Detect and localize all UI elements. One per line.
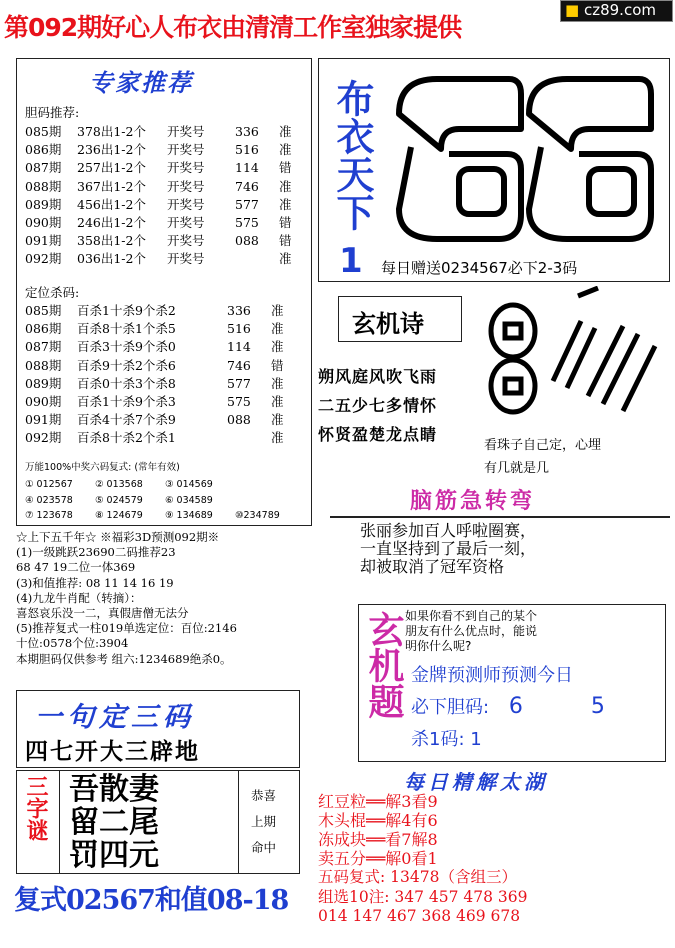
kill-row xyxy=(25,411,284,429)
taihu-fx: 五码复式: 13478（含组三） xyxy=(318,868,517,886)
dan-kaijiang: 开奖号 xyxy=(167,214,205,230)
dan-pick: 036出1-2个 xyxy=(77,251,146,267)
kill-period: 087期 xyxy=(25,339,62,355)
kill-table xyxy=(25,302,284,448)
kill-number: 114 xyxy=(227,339,251,355)
kill-row xyxy=(25,375,284,393)
sanzi-line: 留二尾 xyxy=(69,805,159,840)
taihu-panel xyxy=(318,764,670,944)
kill-period: 085期 xyxy=(25,303,62,318)
expert-banner: 专家推荐 xyxy=(89,69,193,97)
dan-kaijiang: 开奖号 xyxy=(167,142,205,158)
xuanti-dan1: 6 xyxy=(508,694,523,719)
xuanti-question-line: 如果你看不到自己的某个 xyxy=(405,609,538,623)
sanzi-lines xyxy=(69,773,159,872)
xuanti-label: 玄机题 xyxy=(363,611,404,719)
kill-result: 准 xyxy=(271,412,284,428)
dan-table xyxy=(25,123,292,269)
six-cell: ⑩234789 xyxy=(235,510,280,521)
sixty-six-figure xyxy=(389,69,659,249)
taihu-zx2: 014 147 467 368 469 678 xyxy=(318,907,521,925)
sanzi-label: 三字谜 xyxy=(23,775,48,841)
dan-row xyxy=(25,159,292,177)
taihu-banner: 每日精解太湖 xyxy=(404,770,548,794)
dan-result: 准 xyxy=(279,142,292,158)
kill-period: 092期 xyxy=(25,430,62,446)
page-title: 第092期好心人布衣由清清工作室独家提供 xyxy=(4,13,462,42)
xuanji-label: 玄机诗 xyxy=(352,309,424,338)
sanzi-side xyxy=(251,783,276,861)
xuanti-dan-label: 必下胆码: xyxy=(411,697,490,718)
six-row xyxy=(25,493,280,509)
kill-row xyxy=(25,393,284,411)
kill-row xyxy=(25,357,284,375)
kill-pick: 百杀9十杀2个杀6 xyxy=(77,357,176,373)
dan-row xyxy=(25,196,292,214)
six-row xyxy=(25,477,280,493)
dan-number: 746 xyxy=(235,178,259,194)
notes-line: 68 47 19二位一体369 xyxy=(16,560,136,575)
dan-label: 胆码推荐: xyxy=(25,105,80,120)
kill-pick: 百杀8十杀2个杀1 xyxy=(77,430,176,446)
dan-period: 090期 xyxy=(25,214,62,230)
dan-number: 575 xyxy=(235,214,259,230)
xuanti-dan xyxy=(411,693,605,719)
kill-result: 准 xyxy=(271,375,284,391)
dan-period: 089期 xyxy=(25,196,62,212)
notes-line: (3)和值推荐: 08 11 14 16 19 xyxy=(16,575,174,590)
expert-panel xyxy=(16,58,312,526)
kill-pick: 百杀4十杀7个杀9 xyxy=(77,412,176,428)
naojin-line: 却被取消了冠军资格 xyxy=(360,557,505,576)
dan-pick: 246出1-2个 xyxy=(77,214,146,230)
dan-number: 088 xyxy=(235,233,259,249)
taihu-zx1: 组选10注: 347 457 478 369 xyxy=(318,888,528,906)
kill-row xyxy=(25,320,284,338)
six-cell: ① 012567 xyxy=(25,479,73,490)
dan-row xyxy=(25,214,292,232)
dan-kaijiang: 开奖号 xyxy=(167,251,205,267)
notes-line: 十位:0578个位:3904 xyxy=(16,636,129,651)
sanzi-side-line: 恭喜 xyxy=(251,788,277,803)
dan-pick: 236出1-2个 xyxy=(77,142,146,158)
dan-number: 516 xyxy=(235,142,259,158)
xuanji-line: 怀贤盈楚龙点睛 xyxy=(318,425,438,444)
dan-period: 087期 xyxy=(25,160,62,176)
xuanti-question xyxy=(405,609,537,654)
buyi-num: 1 xyxy=(339,241,363,281)
dan-row xyxy=(25,250,292,268)
xuanji-poem xyxy=(318,362,437,449)
xuanji-note-line: 有几就是几 xyxy=(484,461,550,476)
notes-line: (5)推荐复式一柱019单选定位：百位:2146 xyxy=(16,621,237,636)
notes-line: 本期胆码仅供参考 组六:1234689绝杀0。 xyxy=(16,651,232,666)
dan-period: 086期 xyxy=(25,142,62,158)
kill-result: 准 xyxy=(271,430,284,446)
six-table xyxy=(25,477,280,524)
yiju-banner: 一句定三码 xyxy=(35,702,195,733)
dan-number xyxy=(235,250,279,268)
kill-number: 577 xyxy=(227,375,251,391)
naojin-panel xyxy=(330,480,670,590)
sanzi-side-line: 上期 xyxy=(251,814,277,829)
xuanti-dan2: 5 xyxy=(590,694,605,719)
xuanti-master: 金牌预测师预测今日 xyxy=(411,665,573,686)
dan-row xyxy=(25,123,292,141)
notes-block xyxy=(16,530,316,667)
naojin-line: 一直坚持到了最后一刻， xyxy=(360,539,537,558)
sanzi-panel xyxy=(16,770,300,874)
taihu-line: 卖五分══解0看1 xyxy=(318,849,438,868)
six-title: 万能100%中奖六码复式: (常年有效) xyxy=(25,462,180,473)
kill-result: 准 xyxy=(271,303,284,318)
fushi-text: 复式02567和值08-18 xyxy=(14,885,289,916)
buyi-label: 布衣天下 xyxy=(330,79,374,231)
dan-pick: 367出1-2个 xyxy=(77,178,146,194)
xuanji-note xyxy=(484,434,601,480)
dan-period: 088期 xyxy=(25,178,62,194)
xuanji-line: 朔风庭风吹飞雨 xyxy=(318,367,438,386)
kill-row xyxy=(25,429,284,447)
kill-result: 错 xyxy=(271,357,284,373)
kill-pick: 百杀8十杀1个杀5 xyxy=(77,321,176,337)
xuanti-panel xyxy=(358,604,666,762)
dan-number: 114 xyxy=(235,160,259,176)
dan-period: 091期 xyxy=(25,233,62,249)
xuanti-kill: 杀1码: 1 xyxy=(411,729,482,750)
six-cell: ⑥ 034589 xyxy=(165,494,213,506)
kill-period: 089期 xyxy=(25,375,62,391)
notes-line: 喜怒哀乐没一二，真假唐僧无法分 xyxy=(16,606,189,621)
xuanti-question-line: 朋友有什么优点时，能说 xyxy=(405,624,538,638)
kill-number: 575 xyxy=(227,393,251,409)
dan-kaijiang: 开奖号 xyxy=(167,233,205,249)
taihu-line: 冻成块══看7解8 xyxy=(318,830,438,849)
dan-number: 336 xyxy=(235,124,259,139)
dan-pick: 358出1-2个 xyxy=(77,233,146,249)
kill-result: 准 xyxy=(271,339,284,355)
kill-pick: 百杀3十杀9个杀0 xyxy=(77,339,176,355)
dan-result: 错 xyxy=(279,233,292,249)
six-cell: ⑧ 124679 xyxy=(95,510,143,521)
dan-result: 错 xyxy=(279,160,292,176)
six-cell: ⑦ 123678 xyxy=(25,510,73,521)
sanzi-line: 罚四元 xyxy=(69,838,159,873)
kill-period: 090期 xyxy=(25,393,62,409)
yiju-phrase: 四七开大三辟地 xyxy=(25,738,200,765)
dan-result: 准 xyxy=(279,251,292,267)
six-cell: ⑤ 024579 xyxy=(95,494,143,506)
kill-result: 准 xyxy=(271,321,284,337)
six-cell: ⑨ 134689 xyxy=(165,510,213,521)
kill-period: 088期 xyxy=(25,357,62,373)
dan-period: 085期 xyxy=(25,124,62,139)
dan-row xyxy=(25,141,292,159)
notes-line: (4)九龙牛肖配（转摘）： xyxy=(16,590,142,605)
dan-kaijiang: 开奖号 xyxy=(167,124,205,139)
kill-number: 746 xyxy=(227,357,251,373)
taihu-line: 木头棍══解4有6 xyxy=(318,811,438,830)
dan-period: 092期 xyxy=(25,251,62,267)
buyi-panel xyxy=(318,58,670,282)
watermark xyxy=(560,0,673,22)
dan-row xyxy=(25,178,292,196)
yiju-panel xyxy=(16,690,300,768)
naojin-line: 张丽参加百人呼啦圈赛， xyxy=(360,521,537,540)
kill-pick: 百杀1十杀9个杀3 xyxy=(77,393,176,409)
dan-pick: 378出1-2个 xyxy=(77,124,146,139)
dan-kaijiang: 开奖号 xyxy=(167,196,205,212)
naojin-rule xyxy=(330,516,670,518)
kill-row xyxy=(25,338,284,356)
taihu-lines xyxy=(318,792,438,868)
kill-pick: 百杀1十杀9个杀2 xyxy=(77,303,176,318)
dan-pick: 257出1-2个 xyxy=(77,160,146,176)
kill-result: 准 xyxy=(271,393,284,409)
taihu-line: 红豆粒══解3看9 xyxy=(318,792,438,811)
kill-number xyxy=(227,429,271,447)
xuanji-line: 二五少七多情怀 xyxy=(318,396,438,415)
beads-figure xyxy=(483,286,663,436)
kill-pick: 百杀0十杀3个杀8 xyxy=(77,375,176,391)
six-cell: ② 013568 xyxy=(95,479,143,490)
notes-line: (1)一级跳跃23690二码推荐23 xyxy=(16,545,176,560)
sanzi-line: 吾散妻 xyxy=(69,772,159,807)
dan-result: 准 xyxy=(279,124,292,139)
watermark-text: cz89.com xyxy=(583,1,656,19)
buyi-footer: 每日赠送0234567必下2-3码 xyxy=(381,259,578,277)
kill-number: 516 xyxy=(227,321,251,337)
sanzi-side-line: 命中 xyxy=(251,840,277,855)
dan-result: 错 xyxy=(279,214,292,230)
dan-kaijiang: 开奖号 xyxy=(167,178,205,194)
kill-period: 086期 xyxy=(25,321,62,337)
naojin-banner: 脑筋急转弯 xyxy=(410,489,536,514)
xuanji-panel xyxy=(318,286,670,480)
xuanti-question-line: 明你什么呢? xyxy=(405,639,472,653)
dan-row xyxy=(25,232,292,250)
xuanji-note-line: 看珠子自己定，心埋 xyxy=(484,438,602,453)
kill-row xyxy=(25,302,284,320)
notes-line: ☆上下五千年☆ ※福彩3D预测092期※ xyxy=(16,530,220,544)
dan-kaijiang: 开奖号 xyxy=(167,160,205,176)
watermark-icon: ■ xyxy=(565,1,580,19)
kill-period: 091期 xyxy=(25,412,62,428)
six-cell: ③ 014569 xyxy=(165,479,213,490)
kill-number: 088 xyxy=(227,412,251,428)
dan-result: 准 xyxy=(279,196,292,212)
dan-number: 577 xyxy=(235,196,259,212)
dan-result: 准 xyxy=(279,178,292,194)
dan-pick: 456出1-2个 xyxy=(77,196,146,212)
six-cell: ④ 023578 xyxy=(25,494,73,506)
six-row xyxy=(25,508,280,524)
naojin-text xyxy=(360,522,536,576)
kill-number: 336 xyxy=(227,303,251,318)
kill-label: 定位杀码: xyxy=(25,285,80,300)
